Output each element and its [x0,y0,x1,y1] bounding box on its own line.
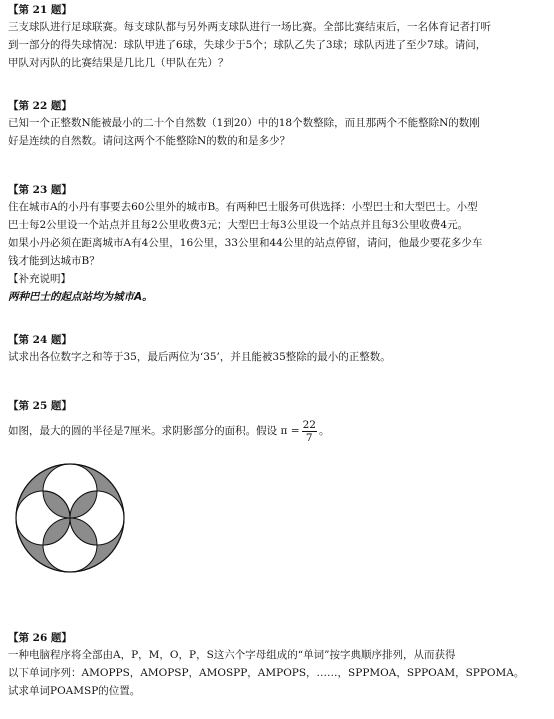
problem-text-line: 巴士每2公里设一个站点并且每2公里收费3元；大型巴士每3公里设一个站点并且每3公里收费4元。 [8,219,469,231]
supplement-note: 两种巴士的起点站均为城市A。 [8,291,153,303]
pi-fraction [302,419,317,444]
fraction-denominator: 7 [305,431,313,444]
problem-text-line: 钱才能到达城市B？ [8,255,100,267]
problem-header: 【第 22 题】 [8,100,72,112]
problem-text-line: 甲队对丙队的比赛结果是几比几（甲队在先）？ [8,57,229,69]
problem-header: 【第 24 题】 [8,334,72,346]
problem-text-line: 好是连续的自然数。请问这两个不能整除N的数的和是多少？ [8,135,291,147]
problem-26 [8,630,546,700]
problem-24 [8,332,546,366]
problem-header: 【第 25 题】 [8,400,72,412]
problem-text-line: 住在城市A的小丹有事要去60公里外的城市B。有两种巴士服务可供选择：小型巴士和大型巴士。小型 [8,201,478,213]
problem-text-line: 以下单词序列：AMOPPS，AMOPSP，AMOSPP，AMPOPS，……，SPPMOA，SPPOAM，SPPOMA。 [8,667,525,679]
problem-23 [8,182,546,306]
problem-header: 【第 23 题】 [8,184,72,196]
problem-text-line: 试求出各位数字之和等于35，最后两位为‘35’，并且能被35整除的最小的正整数。 [8,351,391,363]
problem-text-line: 试求单词POAMSP的位置。 [8,685,141,697]
problem-25 [8,398,546,448]
problem-text: 如图，最大的圆的半径是7厘米。求阴影部分的面积。假设 π = [8,425,300,437]
problem-text-line: 已知一个正整数N能被最小的二十个自然数（1到20）中的18个数整除，而且那两个不能整除N的数刚 [8,117,480,129]
problem-text-line: 到一部分的得失球情况：球队甲进了6球，失球少于5个；球队乙失了3球；球队丙进了至少7球。请问， [8,39,487,51]
supplement-header: 【补充说明】 [8,273,71,285]
problem-22 [8,98,546,150]
problem-21 [8,2,546,72]
problem-header: 【第 26 题】 [8,632,72,644]
problem-text-line [8,414,546,448]
fraction-numerator: 22 [302,418,316,431]
problem-text-line: 如果小丹必须在距离城市A有4公里，16公里，33公里和44公里的站点停留，请问，他最少要花多少车 [8,237,483,249]
circles-figure [14,462,126,574]
problem-header: 【第 21 题】 [8,4,72,16]
problem-text-end: 。 [318,425,330,437]
problem-text-line: 三支球队进行足球联赛。每支球队都与另外两支球队进行一场比赛。全部比赛结束后，一名体育记者打听 [8,21,491,33]
problem-text-line: 一种电脑程序将全部由A，P，M，O，P，S这六个字母组成的“单词”按字典顺序排列，从而获得 [8,649,456,661]
